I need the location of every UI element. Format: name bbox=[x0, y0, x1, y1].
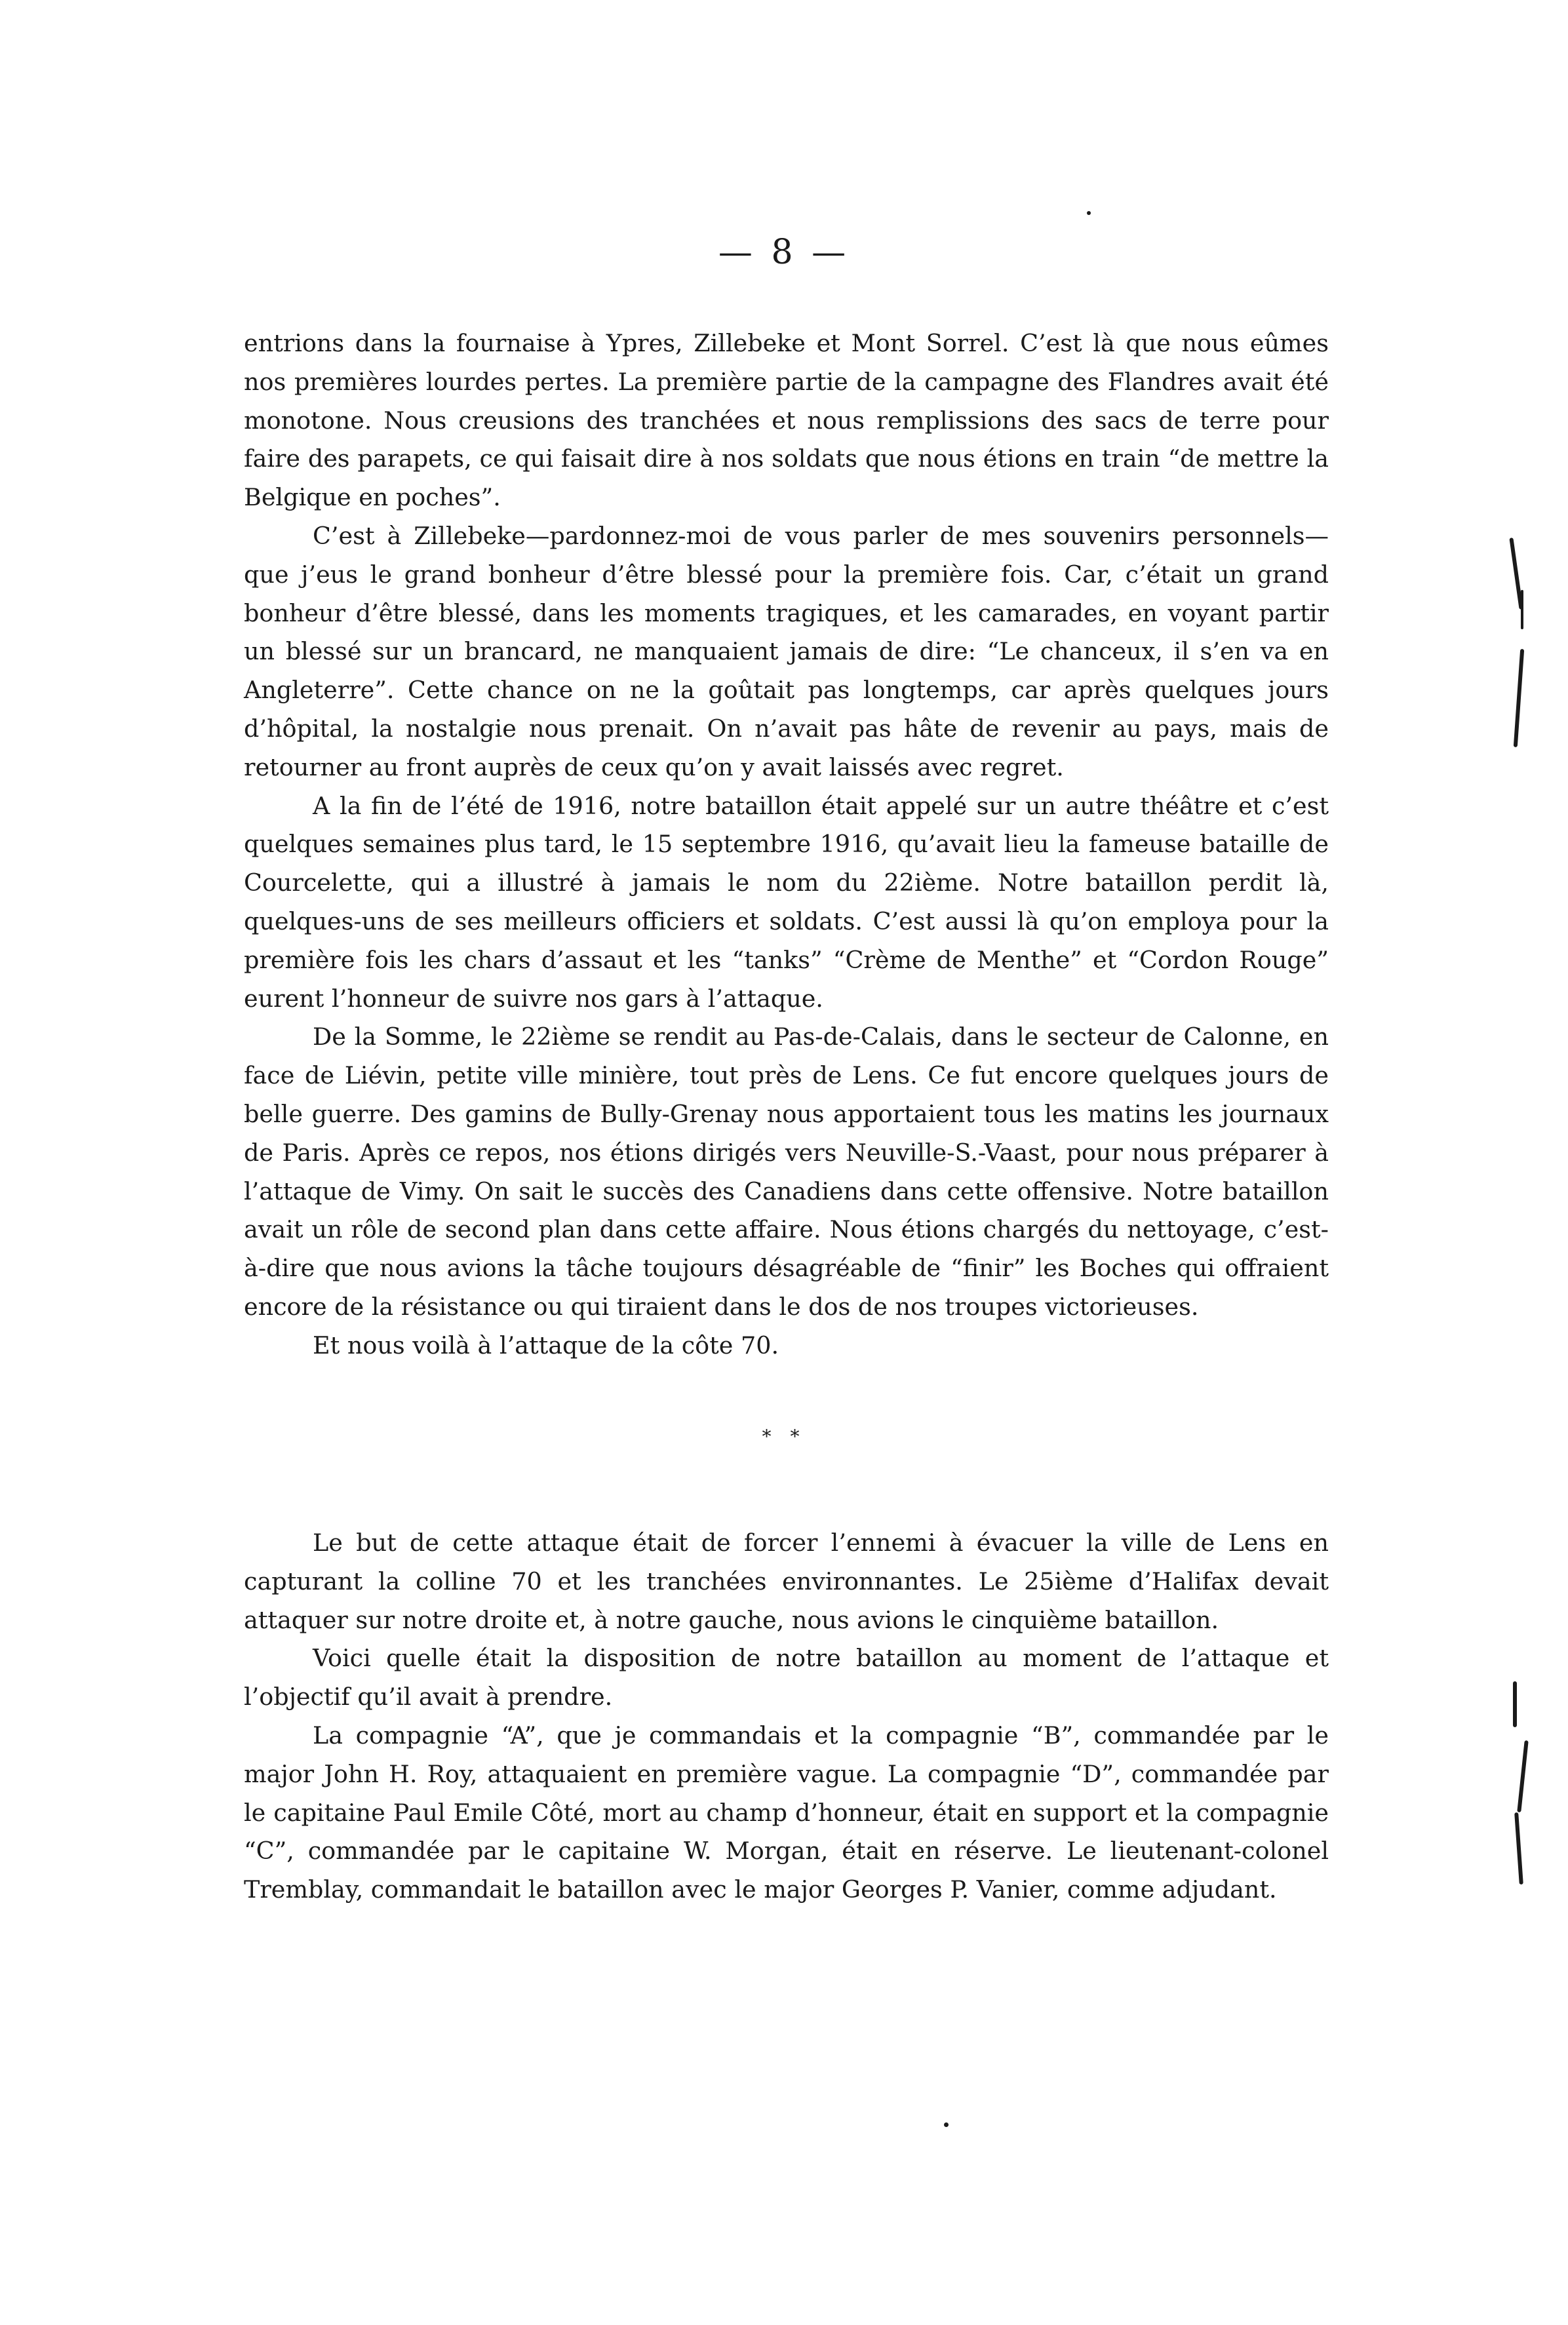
section-1-text bbox=[244, 324, 1329, 1365]
paragraph: Le but de cette attaque était de forcer l’ennemi à évacuer la ville de Lens en capturant la colline 70 et les tranchées environnantes. Le 25ième d’Halifax devait attaquer sur notre droite et, à notre gauche, nous avions le cinquième bataillon. bbox=[244, 1529, 1329, 1634]
paragraph: De la Somme, le 22ième se rendit au Pas-de-Calais, dans le secteur de Calonne, en face de Liévin, petite ville minière, tout près de Lens. Ce fut encore quelques jours de belle guerre. Des gamins de Bully-Grenay nous apportaient tous les matins les journaux de Paris. Après ce repos, nos étions dirigés vers Neuville-S.-Vaast, pour nous préparer à l’attaque de Vimy. On sait le succès des Canadiens dans cette offensive. Notre bataillon avait un rôle de second plan dans cette affaire. Nous étions chargés du nettoyage, c’est-à-dire que nous avions la tâche toujours désagréable de “finir” les Boches qui offraient encore de la résistance ou qui tiraient dans le dos de nos troupes victorieuses. bbox=[244, 1023, 1329, 1321]
paragraph: A la fin de l’été de 1916, notre bataillon était appelé sur un autre théâtre et c’est quelques semaines plus tard, le 15 septembre 1916, qu’avait lieu la fameuse bataille de Courcelette, qui a illustré à jamais le nom du 22ième. Notre bataillon perdit là, quelques-uns de ses meilleurs officiers et soldats. C’est aussi là qu’on employa pour la première fois les chars d’assaut et les “tanks” “Crème de Menthe” et “Cordon Rouge” eurent l’honneur de suivre nos gars à l’attaque. bbox=[244, 791, 1329, 1013]
paragraph: C’est à Zillebeke—pardonnez-moi de vous parler de mes souvenirs personnels—que j’eus le grand bonheur d’être blessé pour la première fois. Car, c’était un grand bonheur d’être blessé, dans les moments tragiques, et les camarades, en voyant partir un blessé sur un brancard, ne manquaient jamais de dire: “Le chanceux, il s’en va en Angleterre”. Cette chance on ne la goûtait pas longtemps, car après quelques jours d’hôpital, la nostalgie nous prenait. On n’avait pas hâte de revenir au pays, mais de retourner au front auprès de ceux qu’on y avait laissés avec regret. bbox=[244, 521, 1329, 781]
ink-speck bbox=[944, 2122, 949, 2127]
margin-annotation-top bbox=[1501, 537, 1540, 747]
page-number: — 8 — bbox=[718, 233, 850, 272]
section-2-text bbox=[244, 1524, 1329, 1909]
paragraph: Voici quelle était la disposition de notre bataillon au moment de l’attaque et l’objectif qu’il avait à prendre. bbox=[244, 1644, 1329, 1711]
margin-annotation-bottom bbox=[1501, 1681, 1540, 1891]
ink-speck bbox=[1087, 211, 1091, 215]
paragraph: Et nous voilà à l’attaque de la côte 70. bbox=[313, 1331, 779, 1359]
paragraph: La compagnie “A”, que je commandais et la compagnie “B”, commandée par le major John H. Roy, attaquaient en première vague. La compagnie “D”, commandée par le capitaine Paul Emile Côté, mort au champ d’honneur, était en support et la compagnie “C”, commandée par le capitaine W. Morgan, était en réserve. Le lieutenant-colonel Tremblay, commandait le bataillon avec le major Georges P. Vanier, comme adjudant. bbox=[244, 1721, 1329, 1904]
section-separator: * * bbox=[762, 1426, 806, 1447]
paragraph: entrions dans la fournaise à Ypres, Zillebeke et Mont Sorrel. C’est là que nous eûmes nos premières lourdes pertes. La première partie de la campagne des Flandres avait été monotone. Nous creusions des tranchées et nous remplissions des sacs de terre pour faire des parapets, ce qui faisait dire à nos soldats que nous étions en train “de mettre la Belgique en poches”. bbox=[244, 329, 1329, 512]
